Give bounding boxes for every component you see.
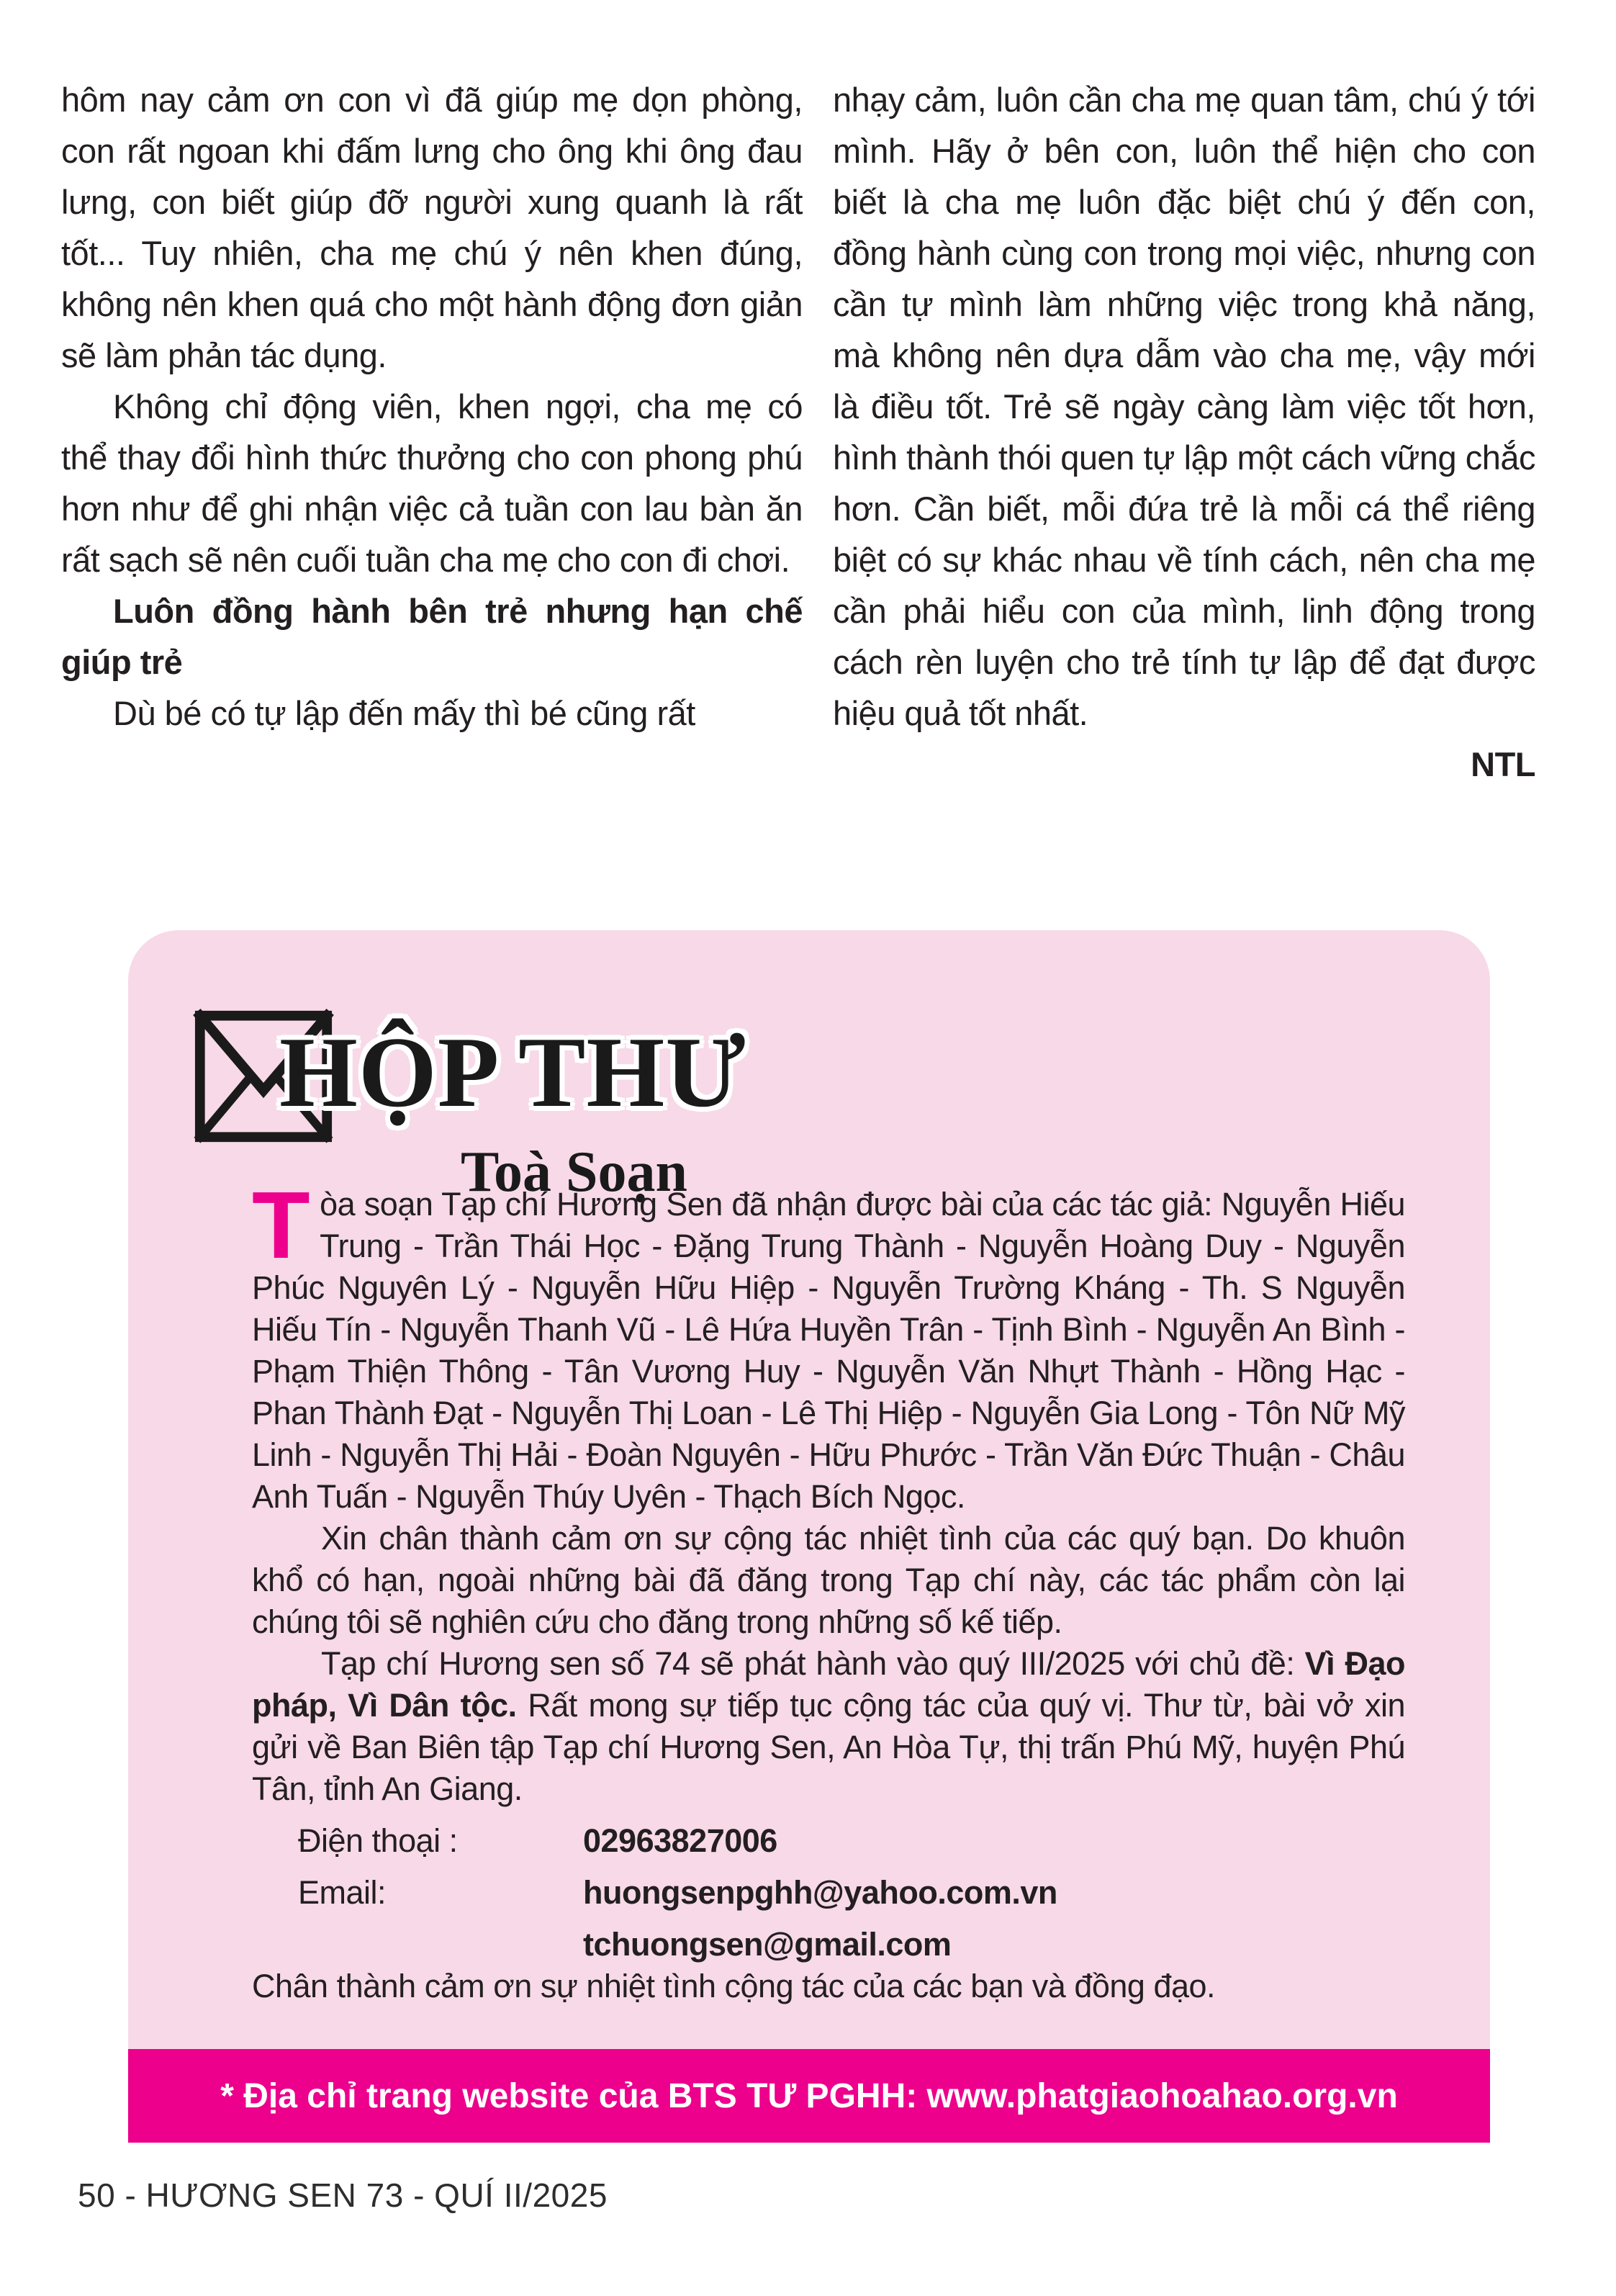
author-byline: NTL	[1471, 745, 1535, 783]
article-subheading: Luôn đồng hành bên trẻ nhưng hạn chế giúp trẻ	[61, 592, 803, 681]
next-issue-text: Tạp chí Hương sen số 74 sẽ phát hành vào quý III/2025 với chủ đề:	[321, 1645, 1305, 1682]
next-issue-text: Rất mong sự tiếp tục cộng tác của quý vị. Thư từ, bài vở xin gửi về Ban Biên tập Tạp chí Hương Sen, An Hòa Tự, thị trấn Phú Mỹ, huyện Phú Tân, tỉnh An Giang.	[252, 1687, 1405, 1807]
article-section	[61, 74, 1535, 790]
article-left-column	[61, 74, 803, 790]
next-issue-paragraph	[252, 1643, 1405, 1810]
article-paragraph: nhạy cảm, luôn cần cha mẹ quan tâm, chú ý tới mình. Hãy ở bên con, luôn thể hiện cho con biết là cha mẹ luôn đặc biệt chú ý đến con, đồng hành cùng con trong mọi việc, nhưng con cần tự mình làm những việc trong khả năng, mà không nên dựa dẫm vào cha mẹ, vậy mới là điều tốt. Trẻ sẽ ngày càng làm việc tốt hơn, hình thành thói quen tự lập một cách vững chắc hơn. Cần biết, mỗi đứa trẻ là mỗi cá thể riêng biệt có sự khác nhau về tính cách, nên cha mẹ cần phải hiểu con của mình, linh động trong cách rèn luyện cho trẻ tính tự lập để đạt được hiệu quả tốt nhất.	[833, 81, 1535, 732]
drop-cap: T	[252, 1172, 310, 1278]
page-footer: 50 - HƯƠNG SEN 73 - QUÍ II/2025	[78, 2176, 608, 2214]
article-right-column	[833, 74, 1535, 790]
email-label-spacer	[298, 1924, 583, 1966]
article-paragraph: Không chỉ động viên, khen ngợi, cha mẹ có thể thay đổi hình thức thưởng cho con phong phú hơn như để ghi nhận việc cả tuần con lau bàn ăn rất sạch sẽ nên cuối tuần cha mẹ cho con đi chơi.	[61, 387, 803, 579]
mailbox-subtitle: Toà Soạn	[461, 1140, 687, 1204]
email-row-secondary	[298, 1924, 1405, 1966]
email-row	[298, 1872, 1405, 1914]
phone-label: Điện thoại :	[298, 1822, 458, 1859]
phone-number: 02963827006	[583, 1822, 777, 1859]
email-label: Email:	[298, 1874, 387, 1911]
article-paragraph: hôm nay cảm ơn con vì đã giúp mẹ dọn phòng, con rất ngoan khi đấm lưng cho ông khi ông đau lưng, con biết giúp đỡ người xung quanh là rất tốt... Tuy nhiên, cha mẹ chú ý nên khen đúng, không nên khen quá cho một hành động đơn giản sẽ làm phản tác dụng.	[61, 81, 803, 374]
email-address-secondary: tchuongsen@gmail.com	[583, 1926, 952, 1963]
closing-line: Chân thành cảm ơn sự nhiệt tình cộng tác của các bạn và đồng đạo.	[252, 1968, 1216, 2004]
thanks-paragraph: Xin chân thành cảm ơn sự cộng tác nhiệt tình của các quý bạn. Do khuôn khổ có hạn, ngoài những bài đã đăng trong Tạp chí này, các tác phẩm còn lại chúng tôi sẽ nghiên cứu cho đăng trong những số kế tiếp.	[252, 1520, 1405, 1640]
phone-row	[298, 1820, 1405, 1862]
article-paragraph: Dù bé có tự lập đến mấy thì bé cũng rất	[113, 694, 695, 732]
mailbox-panel	[128, 930, 1490, 2143]
email-address-primary: huongsenpghh@yahoo.com.vn	[583, 1874, 1057, 1911]
mailbox-title: HỘP THƯ	[279, 1017, 746, 1128]
next-issue-theme: Vì Đạo pháp, Vì Dân tộc.	[252, 1645, 1405, 1724]
website-banner-text: * Địa chỉ trang website của BTS TƯ PGHH: www.phatgiaohoahao.org.vn	[220, 2076, 1398, 2115]
website-banner	[128, 2049, 1490, 2143]
authors-text: òa soạn Tạp chí Hương Sen đã nhận được bài của các tác giả: Nguyễn Hiếu Trung - Trần Thái Học - Đặng Trung Thành - Nguyễn Hoàng Duy - Nguyễn Phúc Nguyên Lý - Nguyễn Hữu Hiệp - Nguyễn Trường Kháng - Th. S Nguyễn Hiếu Tín - Nguyễn Thanh Vũ - Lê Hứa Huyền Trân - Tịnh Bình - Nguyễn An Bình - Phạm Thiện Thông - Tân Vương Huy - Nguyễn Văn Nhựt Thành - Hồng Hạc - Phan Thành Đạt - Nguyễn Thị Loan - Lê Thị Hiệp - Nguyễn Gia Long - Tôn Nữ Mỹ Linh - Nguyễn Thị Hải - Đoàn Nguyên - Hữu Phước - Trần Văn Đức Thuận - Châu Anh Tuấn - Nguyễn Thúy Uyên - Thạch Bích Ngọc.	[252, 1186, 1405, 1515]
